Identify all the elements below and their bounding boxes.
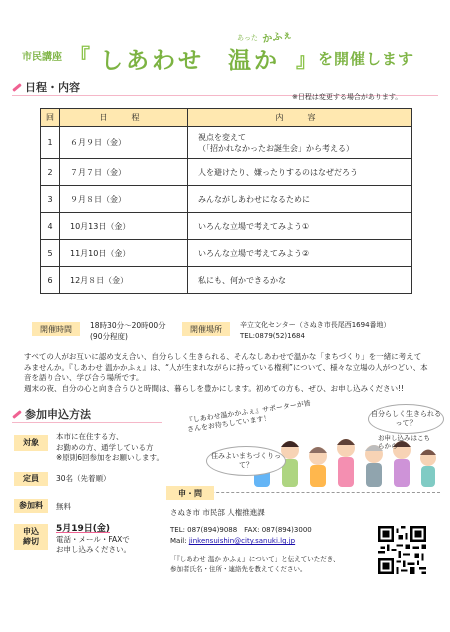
fee-label: 参加料 [14,499,48,513]
row-content-line2: （「招かれなかったお誕生会」から考える） [198,143,354,153]
row-date: 10月13日（金） [60,213,188,240]
title-prefix: 市民講座 [22,52,62,63]
target-line2: お勤めの方、通学している方 [56,442,154,452]
row-no: 6 [41,267,60,294]
deadline-line3: お申し込みください。 [56,545,131,554]
row-content-line1: 視点を変えて [198,132,246,142]
row-date: ９月８日（金） [60,186,188,213]
deadline-label-2: 締切 [23,537,39,546]
deadline-date: 5月19日(金) [56,524,111,534]
venue-label: 開催場所 [182,322,230,336]
deadline-text [56,524,131,556]
table-row [41,213,412,240]
table-row [41,186,412,213]
row-content: 人を避けたり、嫌ったりするのはなぜだろう [188,159,412,186]
target-line1: 本市に在住する方、 [56,432,124,441]
title-cafe: かふぇ [261,29,294,46]
time-line2: (90分程度) [90,332,128,341]
contact-tel: TEL: 087(894)9088 FAX: 087(894)3000 [170,526,312,534]
pen-icon [12,83,22,92]
title-suffix: を開催します [318,50,415,68]
apply-heading [12,406,91,422]
row-date: ７月７日（金） [60,159,188,186]
row-content: みんながしあわせになるために [188,186,412,213]
fee-text: 無料 [56,502,71,511]
contact-label: 申・問 [166,486,214,500]
row-date: ６月９日（金） [60,127,188,159]
contact-note-line1: 「『しあわせ 温か かふぇ』について」と伝えていただき、 [170,555,340,563]
target-line3: ※原則6回参加をお願いします。 [56,453,164,462]
qr-code[interactable] [378,526,426,574]
row-content: いろんな立場で考えてみよう① [188,213,412,240]
table-row [41,240,412,267]
apply-here-note: お申し込みはこちらから [378,434,430,450]
row-date: 11月10日（金） [60,240,188,267]
title-open-bracket: 『 [70,44,90,68]
schedule-heading-text: 日程・内容 [25,81,80,94]
table-header-row [41,109,412,127]
deadline-line2: 電話・メール・FAXで [56,534,130,544]
schedule-heading [12,79,80,95]
venue-line2: TEL:0879(52)1684 [240,332,305,340]
speech-bubble-1: 自分らしく生きられるって？ [368,404,444,434]
contact-mail-link[interactable]: jinkensuishin@city.sanuki.lg.jp [188,537,296,545]
header-content: 内 容 [188,109,412,127]
title-main-shiawase: しあわせ [100,48,204,74]
contact-mail-row [170,536,295,547]
capacity-label: 定員 [14,472,48,486]
contact-note [170,554,340,574]
row-content [188,127,412,159]
intro-line3: 週末の夜、自分の心と向き合うひと時間は、暮らしを豊かにします。初めての方も、ぜひ、お申し込みください!! [24,383,405,393]
row-no: 3 [41,186,60,213]
pen-icon [12,410,22,419]
contact-note-line2: 参加者氏名・住所・連絡先を教えてください。 [170,565,307,573]
speech-bubble-2: 住みよいまちづくりって？ [206,446,286,476]
row-date: 12月８日（金） [60,267,188,294]
intro-paragraph [24,352,432,394]
time-line1: 18時30分〜20時00分 [90,321,166,330]
target-text [56,432,164,464]
target-label: 対象 [14,435,48,451]
intro-line2: みませんか。『しあわせ 温かかふぇ』は、“人が生まれながらに持っている権利”について、様々な立場の人がつどい、本音を語り合い、学び合う場所です。 [24,362,428,382]
capacity-text: 30名（先着順） [56,474,111,483]
row-no: 1 [41,127,60,159]
table-row [41,267,412,294]
title-ruby-atta: あった [237,34,258,42]
title-close-bracket: 』 [296,48,316,72]
supporter-caption: 『しあわせ温かかふぇ』サポーターが皆さんをお待ちしています！ [185,399,312,434]
deadline-label [14,524,48,550]
table-row [41,127,412,159]
header-no: 回 [41,109,60,127]
row-content: いろんな立場で考えてみよう② [188,240,412,267]
title-main-atta: 温か [228,48,280,74]
table-row [41,159,412,186]
row-no: 4 [41,213,60,240]
deadline-label-1: 申込 [23,527,39,536]
intro-line1: すべての人がお互いに認め支え合い、自分らしく生きられる、そんなしあわせで温かな「まちづくり」を一緒に考えて [24,352,422,361]
contact-mail-prefix: Mail: [170,537,189,545]
row-no: 5 [41,240,60,267]
time-label: 開催時間 [32,322,80,336]
venue-line1: 辛立文化センター（さぬき市長尾西1694番地） [240,321,391,329]
schedule-note: ※日程は変更する場合があります。 [292,93,403,101]
schedule-table [40,108,412,294]
row-no: 2 [41,159,60,186]
apply-divider [12,422,162,423]
header-date: 日 程 [60,109,188,127]
contact-org: さぬき市 市民部 人権推進課 [170,508,265,517]
row-content: 私にも、何かできるかな [188,267,412,294]
apply-heading-text: 参加申込方法 [25,408,91,421]
